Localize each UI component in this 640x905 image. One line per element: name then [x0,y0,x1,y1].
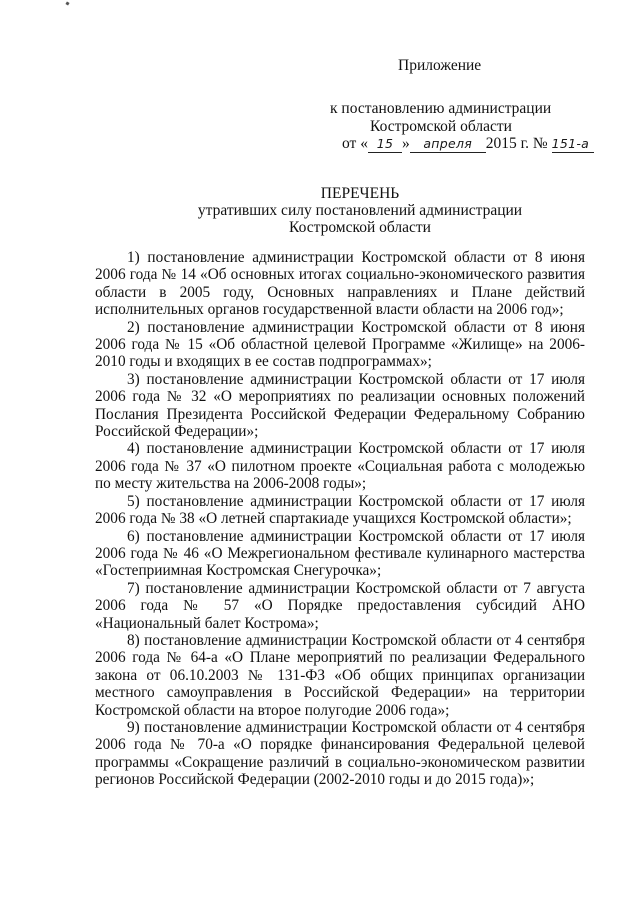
list-item: 5) постановление администрации Костромской области от 17 июля 2006 года № 38 «О летней спартакиаде учащихся Костромской области»; [95,492,585,528]
list-item: 9) постановление администрации Костромской области от 4 сентября 2006 года № 70-а «О порядке финансирования Федеральной целевой программы «Сокращение различий в социально-экономическом развитии регионов Российской Федерации (2002-2010 годы и до 2015 года)»; [95,718,585,789]
document-subtitle: утративших силу постановлений администрации [197,202,523,219]
list-item: 6) постановление администрации Костромской области от 17 июля 2006 года № 46 «О Межрегиональном фестивале кулинарного мастерства «Гостеприимная Костромская Снегурочка»; [95,527,585,580]
resolution-reference: к постановлению администрации [330,100,552,117]
list-item: 3) постановление администрации Костромской области от 17 июля 2006 года № 32 «О мероприятиях по реализации основных положений Послания Президента Российской Федерации Федеральному Собранию Российской Федерации»; [95,370,585,441]
list-item: 4) постановление администрации Костромской области от 17 июля 2006 года № 37 «О пилотном проекте «Социальная работа с молодежью по месту жительства на 2006-2008 годы»; [95,440,585,493]
list-item: 7) постановление администрации Костромской области от 7 августа 2006 года № 57 «О Порядке предоставления субсидий АНО «Национальный балет Кострома»; [95,579,585,632]
repealed-resolutions-list [95,249,585,789]
list-item: 8) постановление администрации Костромской области от 4 сентября 2006 года № 64-а «О Плане мероприятий по реализации Федерального закона от 06.10.2003 № 131-ФЗ «Об общих принципах организации местного самоуправления в Российской Федерации» на территории Костромской области на второе полугодие 2006 года»; [95,631,585,719]
date-year: 2015 г. № [485,135,548,152]
region-name: Костромской области [370,118,512,135]
document-subtitle-region: Костромской области [289,219,431,236]
date-month: апреля [410,136,486,153]
list-item: 2) постановление администрации Костромской области от 8 июня 2006 года № 15 «Об областной целевой Программе «Жилище» на 2006-2010 годы и входящих в ее состав подпрограммах»; [95,318,585,371]
date-day: 15 [368,136,402,153]
scan-speck [65,1,69,5]
appendix-label: Приложение [398,57,482,74]
list-item: 1) постановление администрации Костромской области от 8 июня 2006 года № 14 «Об основных итогах социально-экономического развития области в 2005 году, Основных направлениях и Плане действий исполнительных органов государственной власти области на 2006 год»; [95,249,585,319]
date-prefix: от « [342,135,368,152]
date-mid: » [401,135,410,152]
document-number: 151-а [552,136,594,153]
date-number-line [342,134,594,154]
document-title: ПЕРЕЧЕНЬ [320,185,400,202]
